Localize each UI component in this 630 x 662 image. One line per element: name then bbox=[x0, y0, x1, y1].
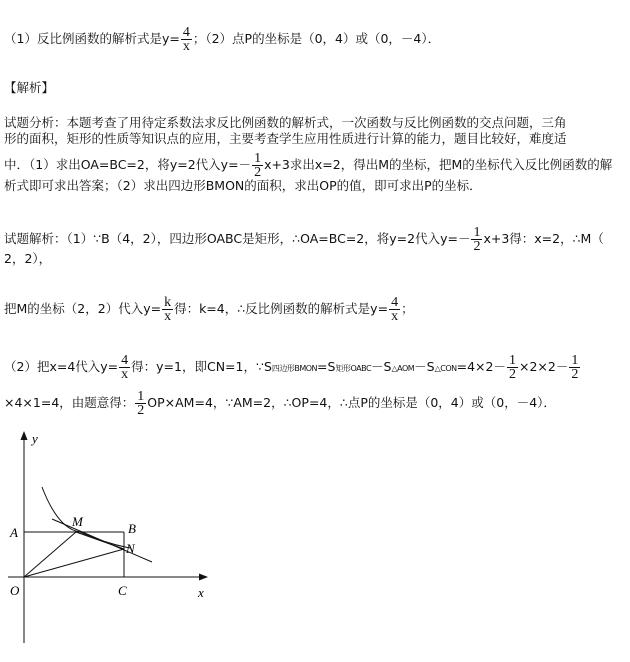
label-x: x bbox=[198, 585, 204, 600]
hyperbola-curve bbox=[42, 487, 130, 548]
solution-line-2: 把M的坐标（2，2）代入y= $\frac{k}{x}$ 得：k=4，∴反比例函数的解析式是y= $\frac{4}{x}$ ； bbox=[4, 295, 414, 324]
segment-ON bbox=[24, 549, 124, 577]
answer-line bbox=[4, 26, 440, 53]
solution-fraction-4: $\frac{4}{x}$ bbox=[121, 353, 129, 382]
analysis-line-4: 析式即可求出答案；（2）求出四边形BMON的面积，求出OP的值，即可求出P的坐标． bbox=[4, 178, 482, 193]
label-C: C bbox=[118, 583, 127, 598]
analysis-line-1: 试题分析：本题考查了用待定系数法求反比例函数的解析式，一次函数与反比例函数的交点问题，三角 bbox=[4, 115, 567, 130]
solution-line-3: （2）把x=4代入y= $\frac{4}{x}$ 得：y=1，即CN=1，∵S四边形BMON=S矩形OABC－S△AOM－S△CON=4×2－ $\frac{1}{2}$ ×2×2－ $\frac{1}{2}$ bbox=[4, 353, 579, 382]
label-O: O bbox=[10, 583, 20, 598]
solution-line-1b: 2，2）， bbox=[4, 251, 52, 266]
analysis-heading: 【解析】 bbox=[4, 80, 55, 95]
solution-line-4: ×4×1=4，由题意得： $\frac{1}{2}$ OP×AM=4，∵AM=2，∴OP=4，∴点P的坐标是（0，4）或（0，－4）． bbox=[4, 389, 556, 418]
solution-fraction-6: $\frac{1}{2}$ bbox=[571, 353, 579, 382]
y-axis-arrow bbox=[21, 431, 28, 440]
answer-fraction: $\frac{4}{x}$ bbox=[182, 25, 190, 54]
answer-part2-text: ；（2）点P的坐标是（0，4）或（0，－4）． bbox=[192, 31, 441, 46]
x-axis-arrow bbox=[199, 574, 208, 581]
solution-fraction-5: $\frac{1}{2}$ bbox=[508, 353, 516, 382]
geometry-figure bbox=[0, 425, 230, 655]
solution-fraction-1: $\frac{1}{2}$ bbox=[473, 225, 481, 254]
label-N: N bbox=[126, 541, 135, 556]
analysis-line-3: 中．（1）求出OA=BC=2，将y=2代入y=－ $\frac{1}{2}$ x+3求出x=2，得出M的坐标，把M的坐标代入反比例函数的解 bbox=[4, 151, 613, 180]
solution-fraction-7: $\frac{1}{2}$ bbox=[137, 389, 145, 418]
solution-line-1: 试题解析：（1）∵B（4，2），四边形OABC是矩形，∴OA=BC=2，将y=2代入y=－ $\frac{1}{2}$ x+3得：x=2，∴M（ bbox=[4, 225, 604, 254]
segment-MN bbox=[76, 532, 124, 549]
solution-fraction-3: $\frac{4}{x}$ bbox=[391, 295, 399, 324]
label-B: B bbox=[128, 521, 136, 536]
analysis-fraction: $\frac{1}{2}$ bbox=[254, 151, 262, 180]
answer-part1-text: （1）反比例函数的解析式是y= bbox=[4, 31, 180, 46]
label-A: A bbox=[10, 525, 18, 540]
segment-OM bbox=[24, 532, 76, 577]
solution-fraction-2: $\frac{k}{x}$ bbox=[164, 295, 172, 324]
analysis-line-2: 形的面积，矩形的性质等知识点的应用，主要考查学生应用性质进行计算的能力，题目比较好，难度适 bbox=[4, 131, 567, 146]
label-M: M bbox=[72, 514, 83, 529]
label-y: y bbox=[32, 431, 38, 446]
